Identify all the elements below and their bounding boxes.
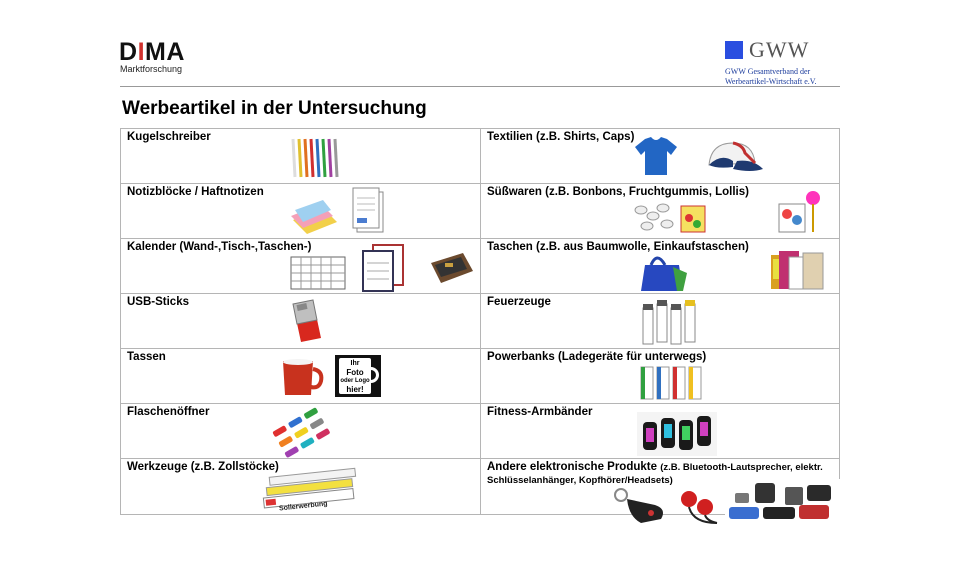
wall-calendar-image: [289, 255, 347, 291]
cell-powerbanks: [480, 348, 840, 404]
cell-kalender: [120, 238, 481, 294]
speakers-image: [725, 479, 841, 525]
cell-label: Feuerzeuge: [487, 296, 551, 308]
mug-text-2: Foto: [346, 367, 364, 377]
gww-wordmark: GWW: [749, 37, 810, 62]
cell-taschen: [480, 238, 840, 294]
keychain-image: [611, 487, 675, 527]
lighters-image: [641, 300, 703, 346]
shopping-bags-image: [769, 245, 827, 293]
bottle-openers-image: [271, 412, 333, 456]
dima-subtitle: Marktforschung: [120, 64, 183, 74]
cell-usb-sticks: [120, 293, 481, 349]
mug-text-1: Ihr: [350, 360, 360, 367]
header-divider: [120, 86, 840, 87]
cell-label: USB-Sticks: [127, 296, 189, 308]
cell-label: Textilien (z.B. Shirts, Caps): [487, 131, 635, 143]
cell-feuerzeuge: [480, 293, 840, 349]
cell-label: Flaschenöffner: [127, 406, 210, 418]
cell-label: Werkzeuge (z.B. Zollstöcke): [127, 461, 279, 473]
cell-label: Powerbanks (Ladegeräte für unterwegs): [487, 351, 707, 363]
fitness-bands-image: [637, 412, 717, 456]
page-title: Werbeartikel in der Untersuchung: [122, 98, 427, 119]
cell-tassen: [120, 348, 481, 404]
cell-kugelschreiber: [120, 128, 481, 184]
cell-label: Kugelschreiber: [127, 131, 211, 143]
cell-werkzeuge: [120, 458, 481, 515]
usb-stick-image: [287, 300, 327, 344]
cell-label: Andere elektronische Produkte (z.B. Bluetooth-Lautsprecher, elektr. Schlüsselanhänger, Kopfhörer/Headsets): [487, 461, 823, 486]
tote-bag-image: [639, 253, 689, 293]
cell-elektronik: [480, 458, 840, 515]
pocket-calendar-image: [427, 249, 477, 289]
cell-fitness-armbaender: [480, 403, 840, 459]
mug-text-4: hier!: [346, 384, 364, 394]
shirt-image: [633, 137, 679, 177]
powerbanks-image: [639, 365, 719, 401]
gww-logo: [725, 39, 845, 87]
red-mug-image: [279, 357, 325, 399]
lollipop-image: [773, 190, 823, 236]
cell-notizbloecke: [120, 183, 481, 239]
ruler-text: Sollerwerbung: [278, 500, 328, 513]
cell-label: Süßwaren (z.B. Bonbons, Fruchtgummis, Lollis): [487, 186, 749, 198]
photo-mug-image: [335, 355, 381, 397]
cell-label: Kalender (Wand-,Tisch-,Taschen-): [127, 241, 312, 253]
notepad-image: [351, 186, 387, 236]
dima-logo: [119, 40, 185, 74]
cell-label: Tassen: [127, 351, 166, 363]
cap-image: [703, 139, 765, 175]
cell-suesswaren: [480, 183, 840, 239]
cell-textilien: [480, 128, 840, 184]
candy-image: [631, 198, 711, 238]
cell-label: Taschen (z.B. aus Baumwolle, Einkaufstaschen): [487, 241, 749, 253]
desk-calendar-image: [359, 243, 409, 293]
mug-text-3: oder Logo: [340, 378, 370, 384]
cell-label: Notizblöcke / Haftnotizen: [127, 186, 264, 198]
cell-flaschenoeffner: [120, 403, 481, 459]
items-table: [120, 128, 840, 515]
sticky-notes-image: [289, 196, 343, 236]
pens-image: [289, 133, 341, 181]
headset-image: [677, 487, 725, 527]
cell-label: Fitness-Armbänder: [487, 406, 593, 418]
gww-description: GWW Gesamtverband der Werbeartikel-Wirtschaft e.V.: [725, 67, 817, 86]
dima-wordmark: DIMA: [119, 38, 185, 66]
gww-square-icon: [725, 41, 743, 59]
